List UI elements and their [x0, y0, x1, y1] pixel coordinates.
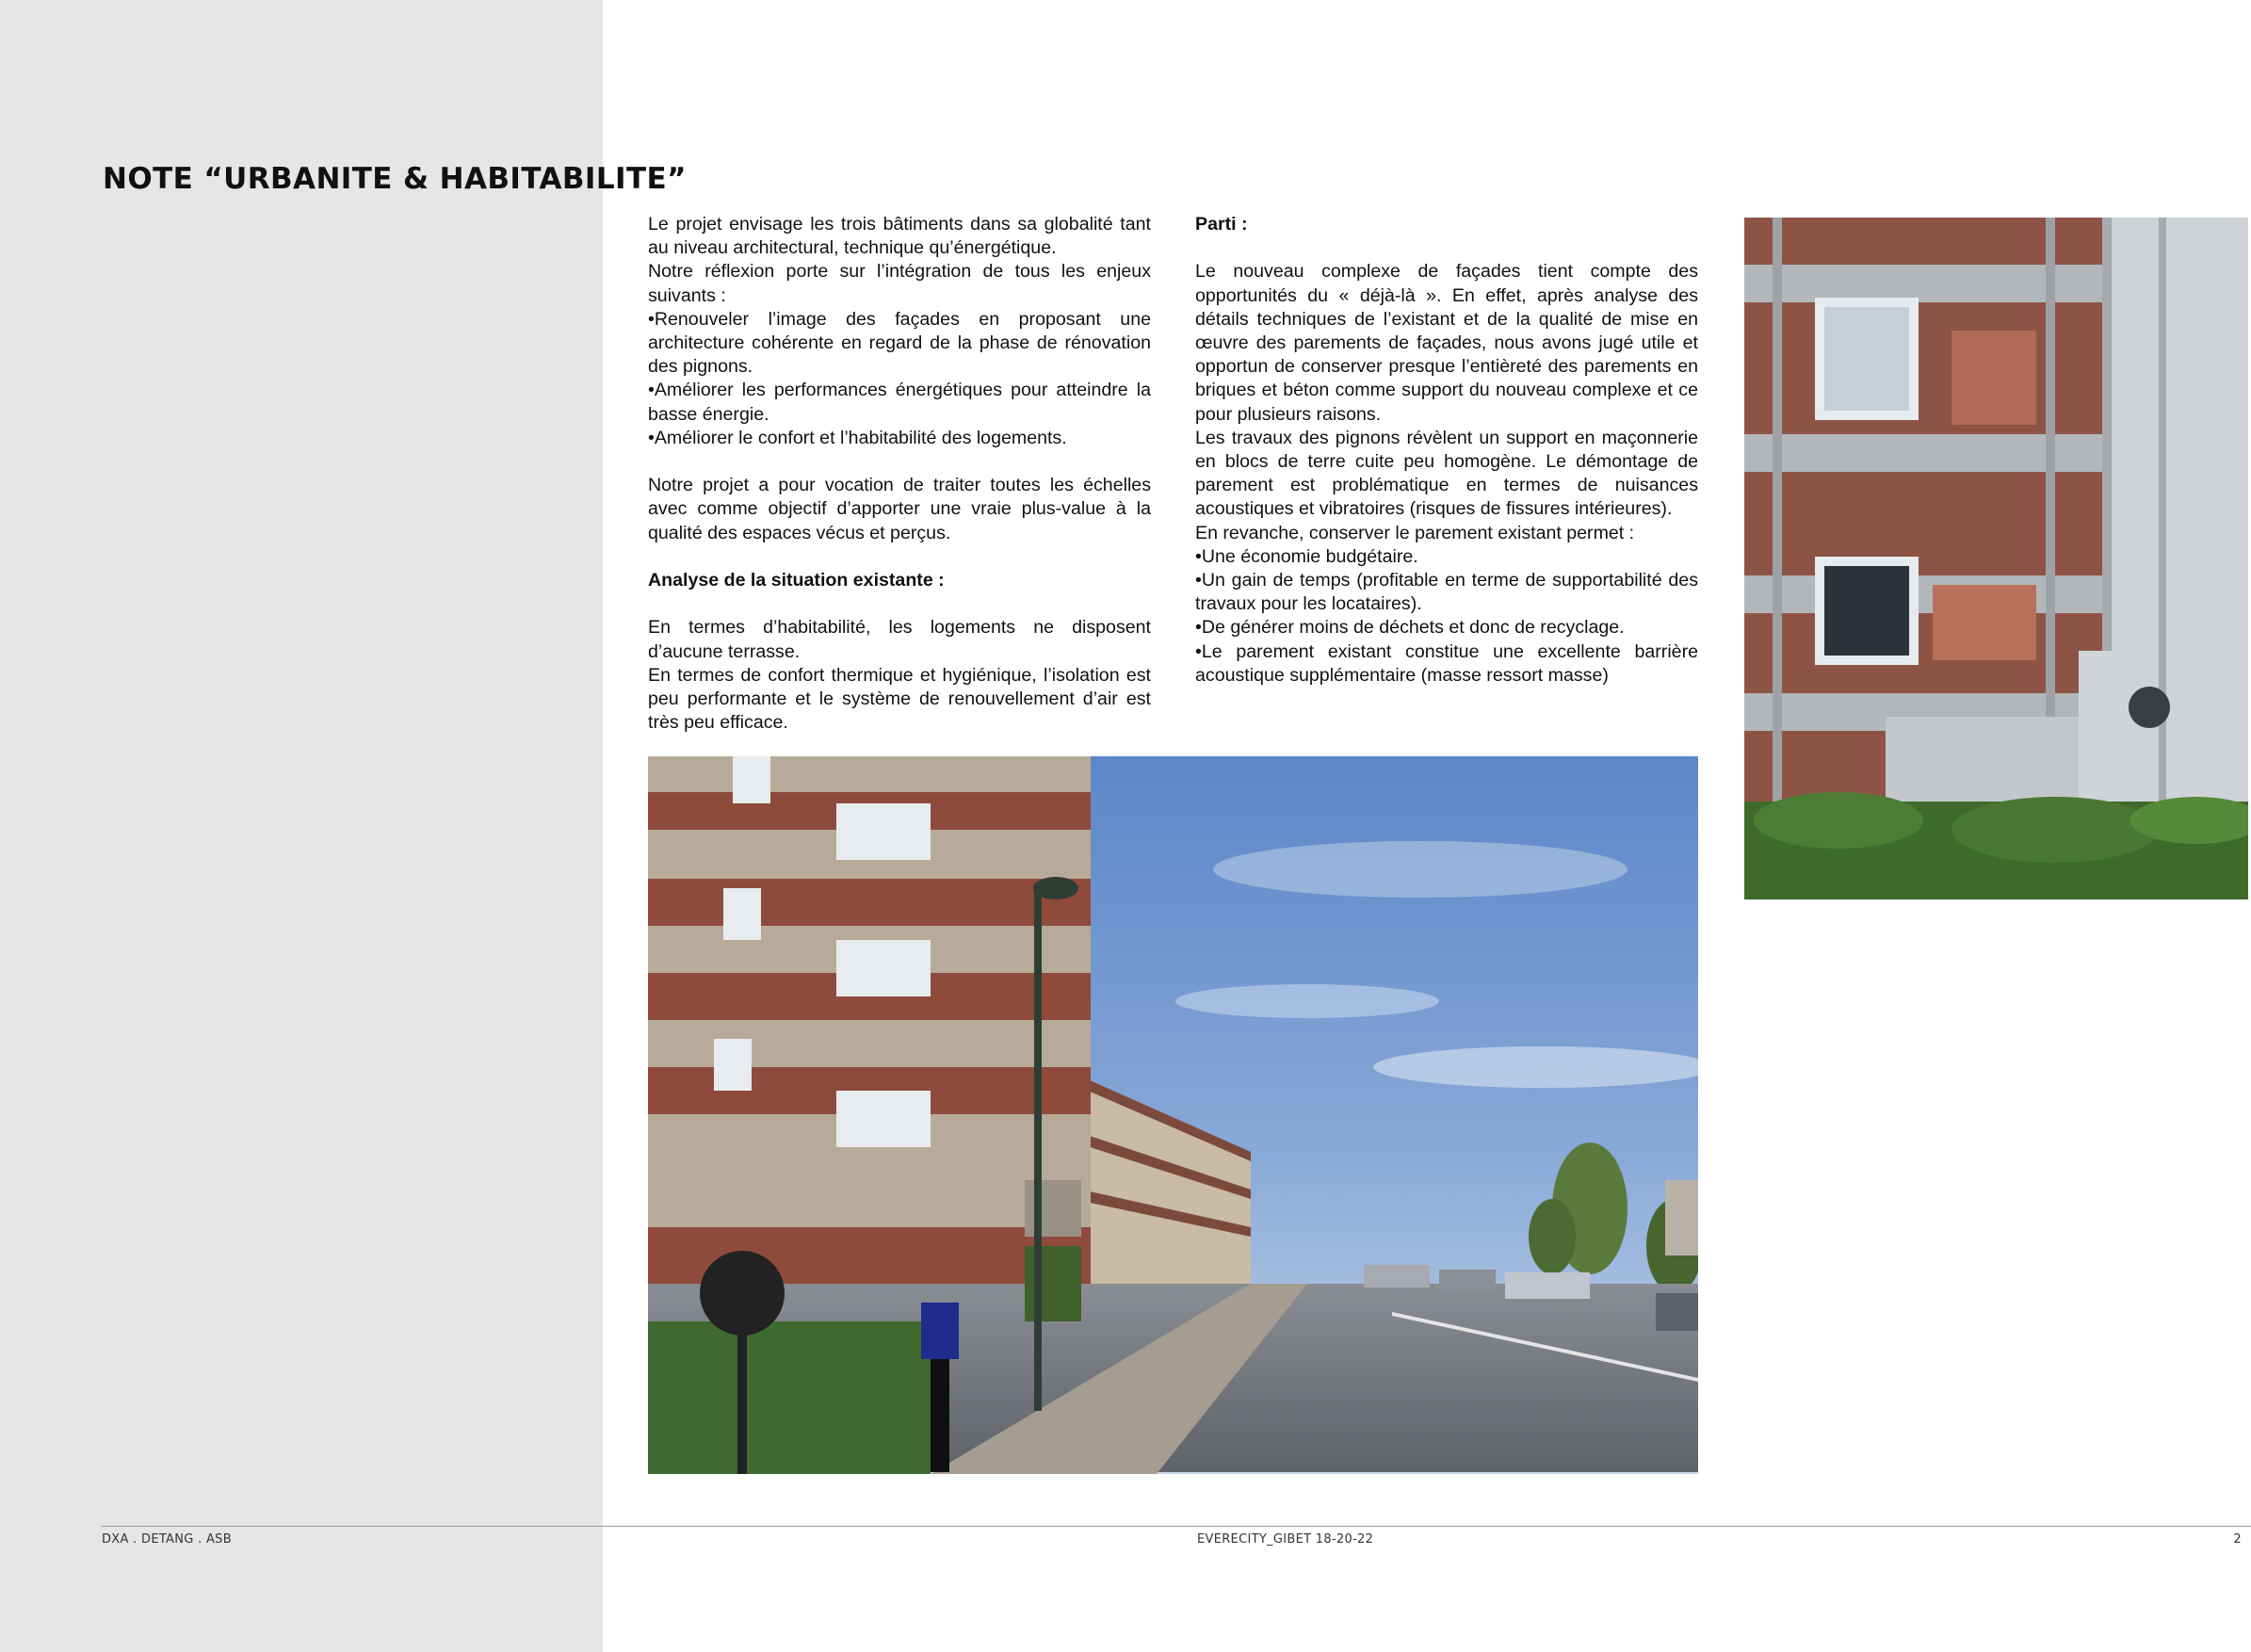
- habitability-paragraph: En termes d’habitabilité, les logements ne disposent d’aucune terrasse.: [648, 617, 1151, 662]
- benefit-acoustic: •Le parement existant constitue une excellente barrière acoustique supplémentaire (masse ressort masse): [1195, 640, 1698, 686]
- left-sidebar-band: [0, 0, 603, 1652]
- right-text-column: [1195, 213, 1698, 688]
- benefit-time: •Un gain de temps (profitable en terme de supportabilité des travaux pour les locataires).: [1195, 570, 1698, 615]
- pignons-paragraph: Les travaux des pignons révèlent un support en maçonnerie en blocs de terre cuite peu homogène. Le démontage de parement est problématique en termes de nuisances acoustiques et vibratoires (risques de fissures intérieures).: [1195, 427, 1698, 520]
- parti-heading: Parti :: [1195, 214, 1248, 235]
- benefits-intro: En revanche, conserver le parement existant permet :: [1195, 522, 1635, 543]
- footer-authors: DXA . DETANG . ASB: [102, 1532, 232, 1547]
- page-number: 2: [2233, 1532, 2242, 1547]
- parti-paragraph: Le nouveau complexe de façades tient compte des opportunités du « déjà-là ». En effet, après analyse des détails techniques de l’existant et de la qualité de mise en œuvre des parements de façades, nous avons jugé utile et opportun de conserver presque l’entièreté des parements en briques et béton comme support du nouveau complexe et ce pour plusieurs raisons.: [1195, 261, 1698, 425]
- page-title: NOTE “URBANITE & HABITABILITE”: [103, 162, 687, 196]
- intro-paragraph: Le projet envisage les trois bâtiments dans sa globalité tant au niveau architectural, technique qu’énergétique.: [648, 214, 1151, 259]
- footer-rule: [101, 1526, 2251, 1527]
- issue-facades: •Renouveler l’image des façades en proposant une architecture cohérente en regard de la phase de rénovation des pignons.: [648, 308, 1151, 378]
- thermal-paragraph: En termes de confort thermique et hygiénique, l’isolation est peu performante et le système de renouvellement d’air est très peu efficace.: [648, 664, 1151, 734]
- analysis-heading: Analyse de la situation existante :: [648, 570, 945, 591]
- scaffolding-facade-photo: [1744, 218, 2248, 899]
- issue-energy: •Améliorer les performances énergétiques pour atteindre la basse énergie.: [648, 380, 1151, 425]
- vocation-paragraph: Notre projet a pour vocation de traiter toutes les échelles avec comme objectif d’apporter une vraie plus-value à la qualité des espaces vécus et perçus.: [648, 475, 1151, 543]
- left-text-column: [648, 213, 1151, 735]
- issues-intro: Notre réflexion porte sur l’intégration de tous les enjeux suivants :: [648, 261, 1151, 306]
- street-view-photo: [648, 756, 1698, 1474]
- benefit-waste: •De générer moins de déchets et donc de recyclage.: [1195, 617, 1625, 639]
- footer-project: EVERECITY_GIBET 18-20-22: [1197, 1532, 1374, 1547]
- benefit-budget: •Une économie budgétaire.: [1195, 545, 1418, 567]
- issue-comfort: •Améliorer le confort et l’habitabilité des logements.: [648, 427, 1067, 448]
